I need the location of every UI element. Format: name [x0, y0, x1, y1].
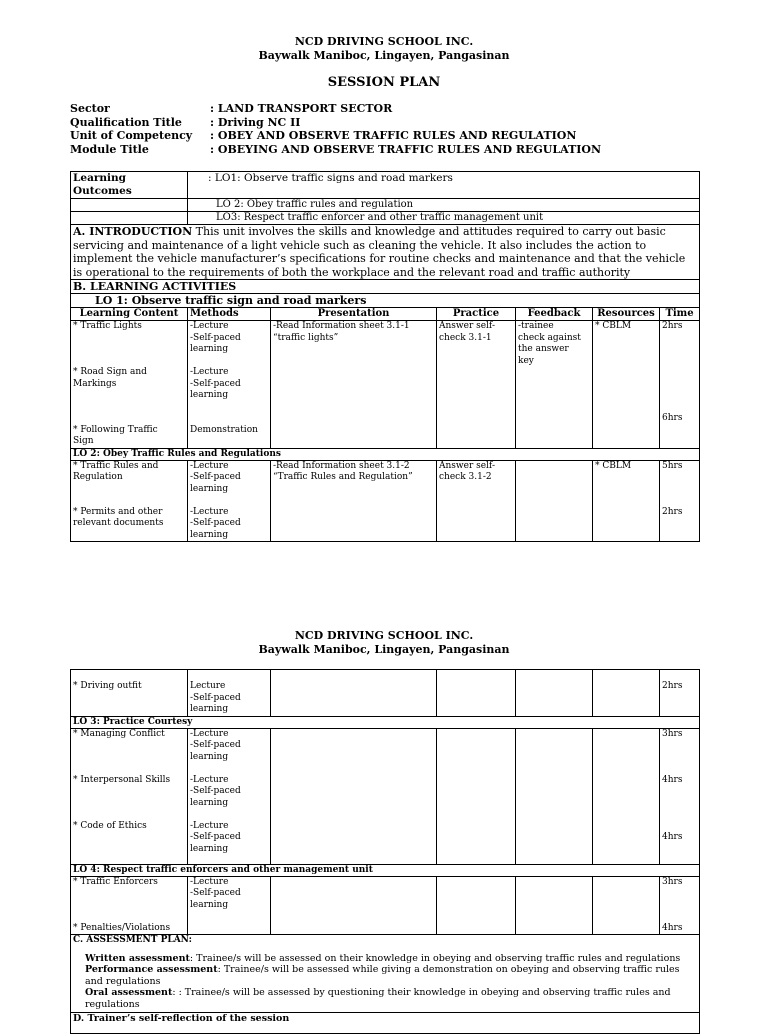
- lo2-content: * Traffic Rules and Regulation * Permits and other relevant documents: [71, 460, 188, 542]
- col-feedback: Feedback: [516, 308, 593, 321]
- introduction: [71, 225, 700, 280]
- outfit-content: * Driving outfit: [71, 670, 188, 717]
- lo4-heading: LO 4: Respect traffic enforcers and other management unit: [71, 864, 700, 876]
- assessment-label: Oral assessment: [85, 987, 173, 998]
- intro-heading: A. INTRODUCTION: [73, 225, 193, 238]
- outcome-lo2: LO 2: Obey traffic rules and regulation: [188, 199, 700, 212]
- assessment-label: Performance assessment: [85, 964, 218, 975]
- lo1-heading: LO 1: Observe traffic sign and road markers: [71, 294, 700, 308]
- lo1-methods: -Lecture -Self-paced learning -Lecture -Self-paced learning Demonstration: [188, 321, 271, 449]
- intro-text: This unit involves the skills and knowledge and attitudes required to carry out basic servicing and maintenance of a light vehicle such as cleaning the vehicle. It also includes the action to implement the vehicle manufacturer’s specifications for routine checks and maintenance and that the vehicle is operational to the requirements of both the workplace and the relevant road and traffic authority: [73, 225, 686, 279]
- school-name-2: NCD DRIVING SCHOOL INC.: [294, 629, 474, 642]
- meta-label: Module Title: [70, 142, 149, 156]
- document-title: SESSION PLAN: [327, 75, 441, 90]
- lo1-practice: Answer self- check 3.1-1: [437, 321, 516, 449]
- assessment-text: : Trainee/s will be assessed while giving a demonstration on obeying and observing traffic rules and regulations: [85, 964, 680, 987]
- col-time: Time: [660, 308, 700, 321]
- assessment-heading: C. ASSESSMENT PLAN:: [73, 935, 192, 945]
- reflection-heading: D. Trainer’s self-reflection of the session: [71, 1013, 700, 1034]
- assessment-label: Written assessment: [85, 952, 190, 964]
- lo1-content: * Traffic Lights * Road Sign and Markings * Following Traffic Sign: [71, 321, 188, 449]
- lo3-heading: LO 3: Practice Courtesy: [71, 716, 700, 728]
- meta-block: [70, 102, 601, 156]
- lo1-time: 2hrs 6hrs: [660, 321, 700, 449]
- lo2-heading: LO 2: Obey Traffic Rules and Regulations: [71, 448, 700, 460]
- lo2-presentation: -Read Information sheet 3.1-2 “Traffic Rules and Regulation”: [271, 460, 437, 542]
- outfit-time: 2hrs: [660, 670, 700, 717]
- col-practice: Practice: [437, 308, 516, 321]
- meta-label: Unit of Competency: [70, 129, 193, 142]
- meta-value: : OBEYING AND OBSERVE TRAFFIC RULES AND REGULATION: [210, 142, 602, 156]
- lo2-feedback: [516, 460, 593, 542]
- meta-value: : OBEY AND OBSERVE TRAFFIC RULES AND REGULATION: [210, 129, 577, 142]
- assessment-text: : Trainee/s will be assessed on their knowledge in obeying and observing traffic rules and regulations: [189, 952, 681, 964]
- lo2-methods: -Lecture -Self-paced learning -Lecture -Self-paced learning: [188, 460, 271, 542]
- school-address-2: Baywalk Maniboc, Lingayen, Pangasinan: [258, 643, 510, 656]
- meta-value: : Driving NC II: [210, 115, 301, 129]
- meta-label: Sector: [70, 102, 110, 115]
- lo1-presentation: -Read Information sheet 3.1-1 “traffic lights”: [271, 321, 437, 449]
- col-resources: Resources: [593, 308, 660, 321]
- lo1-resources: * CBLM: [593, 321, 660, 449]
- session-plan-table-2: [70, 669, 700, 1034]
- lo4-methods: -Lecture -Self-paced learning: [188, 876, 271, 935]
- outcome-lo1: : LO1: Observe traffic signs and road markers: [188, 172, 700, 199]
- lo3-methods: -Lecture -Self-paced learning -Lecture -Self-paced learning -Lecture -Self-paced learning: [188, 728, 271, 864]
- lo4-time: 3hrs 4hrs: [660, 876, 700, 935]
- oral-assessment: [73, 987, 697, 1010]
- lo2-practice: Answer self- check 3.1-2: [437, 460, 516, 542]
- outcomes-label: Learning Outcomes: [71, 172, 188, 199]
- col-presentation: Presentation: [271, 308, 437, 321]
- meta-label: Qualification Title: [70, 115, 182, 129]
- outfit-methods: Lecture -Self-paced learning: [188, 670, 271, 717]
- outcome-lo3: LO3: Respect traffic enforcer and other traffic management unit: [188, 212, 700, 225]
- lo2-resources: * CBLM: [593, 460, 660, 542]
- lo3-time: 3hrs 4hrs 4hrs: [660, 728, 700, 864]
- school-name: NCD DRIVING SCHOOL INC.: [294, 35, 474, 48]
- lo2-time: 5hrs 2hrs: [660, 460, 700, 542]
- col-learning-content: Learning Content: [71, 308, 188, 321]
- performance-assessment: [73, 964, 697, 987]
- assessment-plan: [71, 935, 700, 1013]
- assessment-text: : : Trainee/s will be assessed by questioning their knowledge in obeying and observing traffic rules and regulations: [85, 987, 671, 1010]
- lo4-content: * Traffic Enforcers * Penalties/Violations: [71, 876, 188, 935]
- col-methods: Methods: [188, 308, 271, 321]
- lo3-content: * Managing Conflict * Interpersonal Skills * Code of Ethics: [71, 728, 188, 864]
- session-plan-table: [70, 171, 700, 542]
- lo1-feedback: -trainee check against the answer key: [516, 321, 593, 449]
- school-address: Baywalk Maniboc, Lingayen, Pangasinan: [258, 49, 510, 62]
- meta-value: : LAND TRANSPORT SECTOR: [210, 102, 393, 115]
- written-assessment: [73, 953, 697, 965]
- activities-heading: B. LEARNING ACTIVITIES: [71, 280, 700, 294]
